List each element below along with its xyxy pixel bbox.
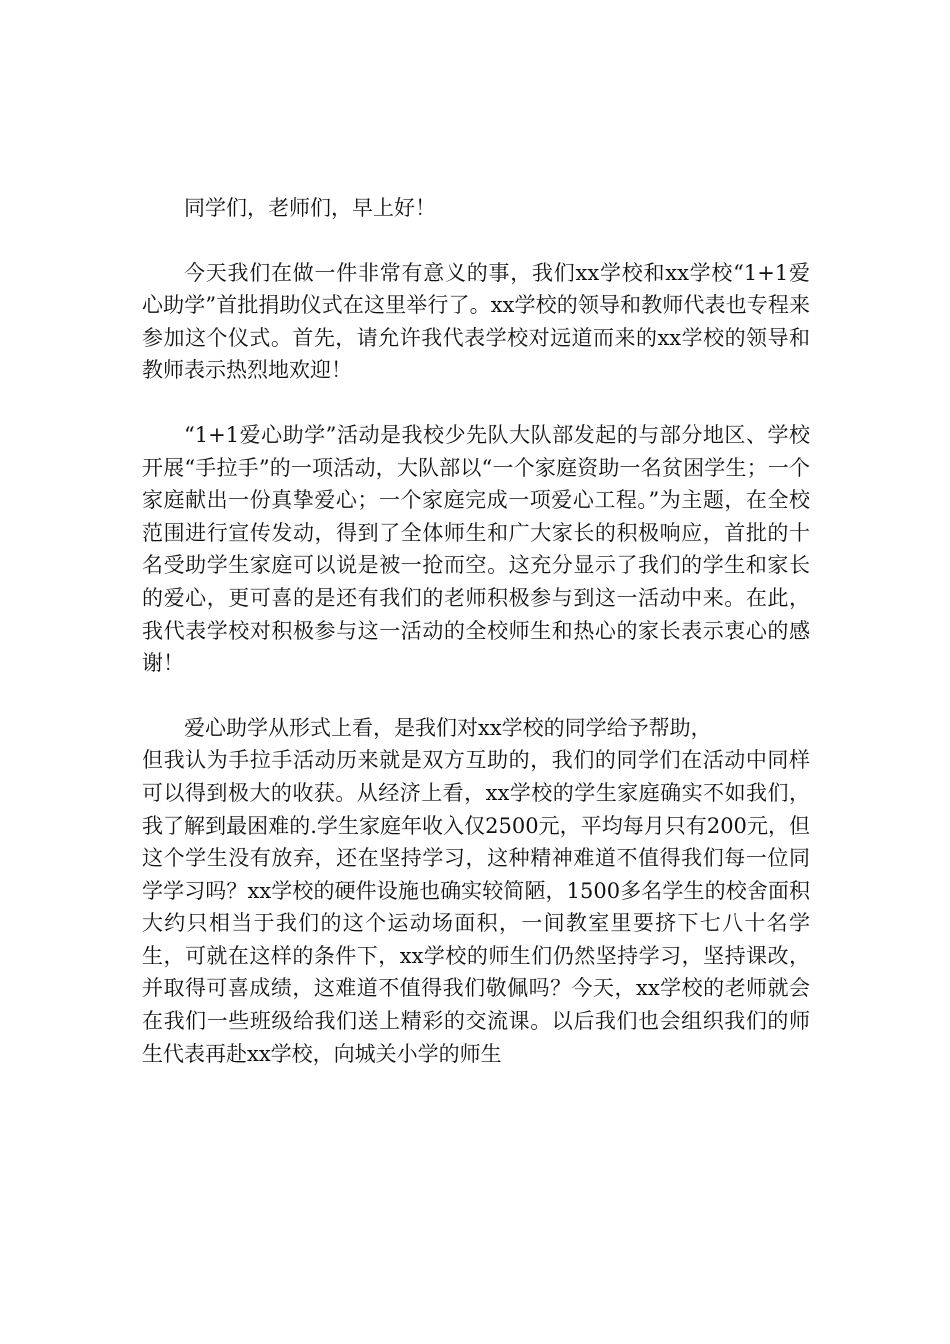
document-body [142,192,810,1070]
paragraph-mutual-help-first-line: 爱心助学从形式上看，是我们对xx学校的同学给予帮助， [184,715,712,740]
greeting-paragraph: 同学们，老师们，早上好！ [184,196,436,220]
paragraph-ceremony-welcome: 今天我们在做一件非常有意义的事，我们xx学校和xx学校“1+1爱心助学”首批捐助仪式在这里举行了。xx学校的领导和教师代表也专程来参加这个仪式。首先，请允许我代表学校对远道而来的xx学校的领导和教师表示热烈地欢迎！ [142,260,810,383]
paragraph-mutual-help-continuation: 但我认为手拉手活动历来就是双方互助的，我们的同学们在活动中同样可以得到极大的收获。从经济上看，xx学校的学生家庭确实不如我们，我了解到最困难的.学生家庭年收入仅2500元，平均每月只有200元，但这个学生没有放弃，还在坚持学习，这种精神难道不值得我们每一位同学学习吗？xx学校的硬件设施也确实较简陋，1500多名学生的校舍面积大约只相当于我们的这个运动场面积，一间教室里要挤下七八十名学生，可就在这样的条件下，xx学校的师生们仍然坚持学习，坚持课改，并取得可喜成绩，这难道不值得我们敬佩吗？今天，xx学校的老师就会在我们一些班级给我们送上精彩的交流课。以后我们也会组织我们的师生代表再赴xx学校，向城关小学的师生 [142,748,810,1066]
paragraph-activity-description: “1+1爱心助学”活动是我校少先队大队部发起的与部分地区、学校开展“手拉手”的一项活动，大队部以“一个家庭资助一名贫困学生；一个家庭献出一份真挚爱心；一个家庭完成一项爱心工程。”为主题，在全校范围进行宣传发动，得到了全体师生和广大家长的积极响应，首批的十名受助学生家庭可以说是被一抢而空。这充分显示了我们的学生和家长的爱心，更可喜的是还有我们的老师积极参与到这一活动中来。在此，我代表学校对积极参与这一活动的全校师生和热心的家长表示衷心的感谢！ [142,422,810,676]
paragraph-mutual-help [142,712,810,1071]
